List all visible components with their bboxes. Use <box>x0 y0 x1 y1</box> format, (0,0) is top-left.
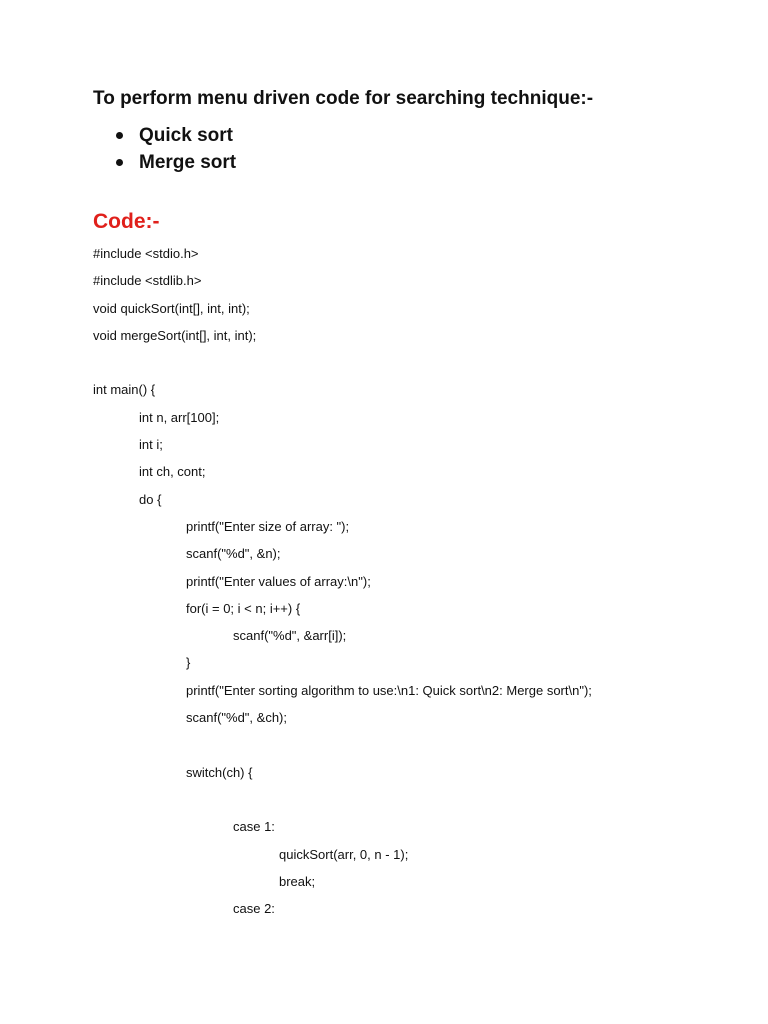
code-line: scanf("%d", &arr[i]); <box>233 628 347 644</box>
code-line: #include <stdio.h> <box>93 246 199 261</box>
code-line: printf("Enter sorting algorithm to use:\n1: Quick sort\n2: Merge sort\n"); <box>186 682 592 698</box>
blank-code-line <box>93 352 592 379</box>
code-line: case 2: <box>233 901 275 917</box>
blank-code-line <box>93 734 592 761</box>
code-line: int ch, cont; <box>139 464 206 480</box>
list-item-label: Merge sort <box>139 152 237 173</box>
list-item-merge-sort <box>139 149 236 176</box>
code-section-heading: Code:- <box>93 210 160 233</box>
code-line: int i; <box>139 437 163 453</box>
code-line: } <box>186 655 191 671</box>
blank-code-line <box>93 789 592 816</box>
code-line: int n, arr[100]; <box>139 409 220 425</box>
code-line: #include <stdlib.h> <box>93 273 202 289</box>
document-heading: To perform menu driven code for searching technique:- <box>93 88 594 109</box>
code-line: void quickSort(int[], int, int); <box>93 300 250 316</box>
list-item-quick-sort <box>139 122 236 149</box>
code-line: for(i = 0; i < n; i++) { <box>186 600 301 616</box>
code-line: break; <box>279 873 316 889</box>
code-line: int main() { <box>93 382 156 398</box>
code-line: switch(ch) { <box>186 764 253 780</box>
code-line: quickSort(arr, 0, n - 1); <box>279 846 409 862</box>
code-block <box>93 243 592 925</box>
code-line: scanf("%d", &ch); <box>186 710 287 726</box>
list-item-label: Quick sort <box>139 125 233 146</box>
bullet-icon <box>116 159 123 166</box>
code-line: scanf("%d", &n); <box>186 546 281 562</box>
code-line: printf("Enter values of array:\n"); <box>186 573 371 589</box>
sort-topic-list <box>139 122 236 176</box>
code-line: printf("Enter size of array: "); <box>186 518 350 534</box>
code-line: void mergeSort(int[], int, int); <box>93 327 257 343</box>
code-line: do { <box>139 491 162 507</box>
code-line: case 1: <box>233 819 275 835</box>
bullet-icon <box>116 132 123 139</box>
